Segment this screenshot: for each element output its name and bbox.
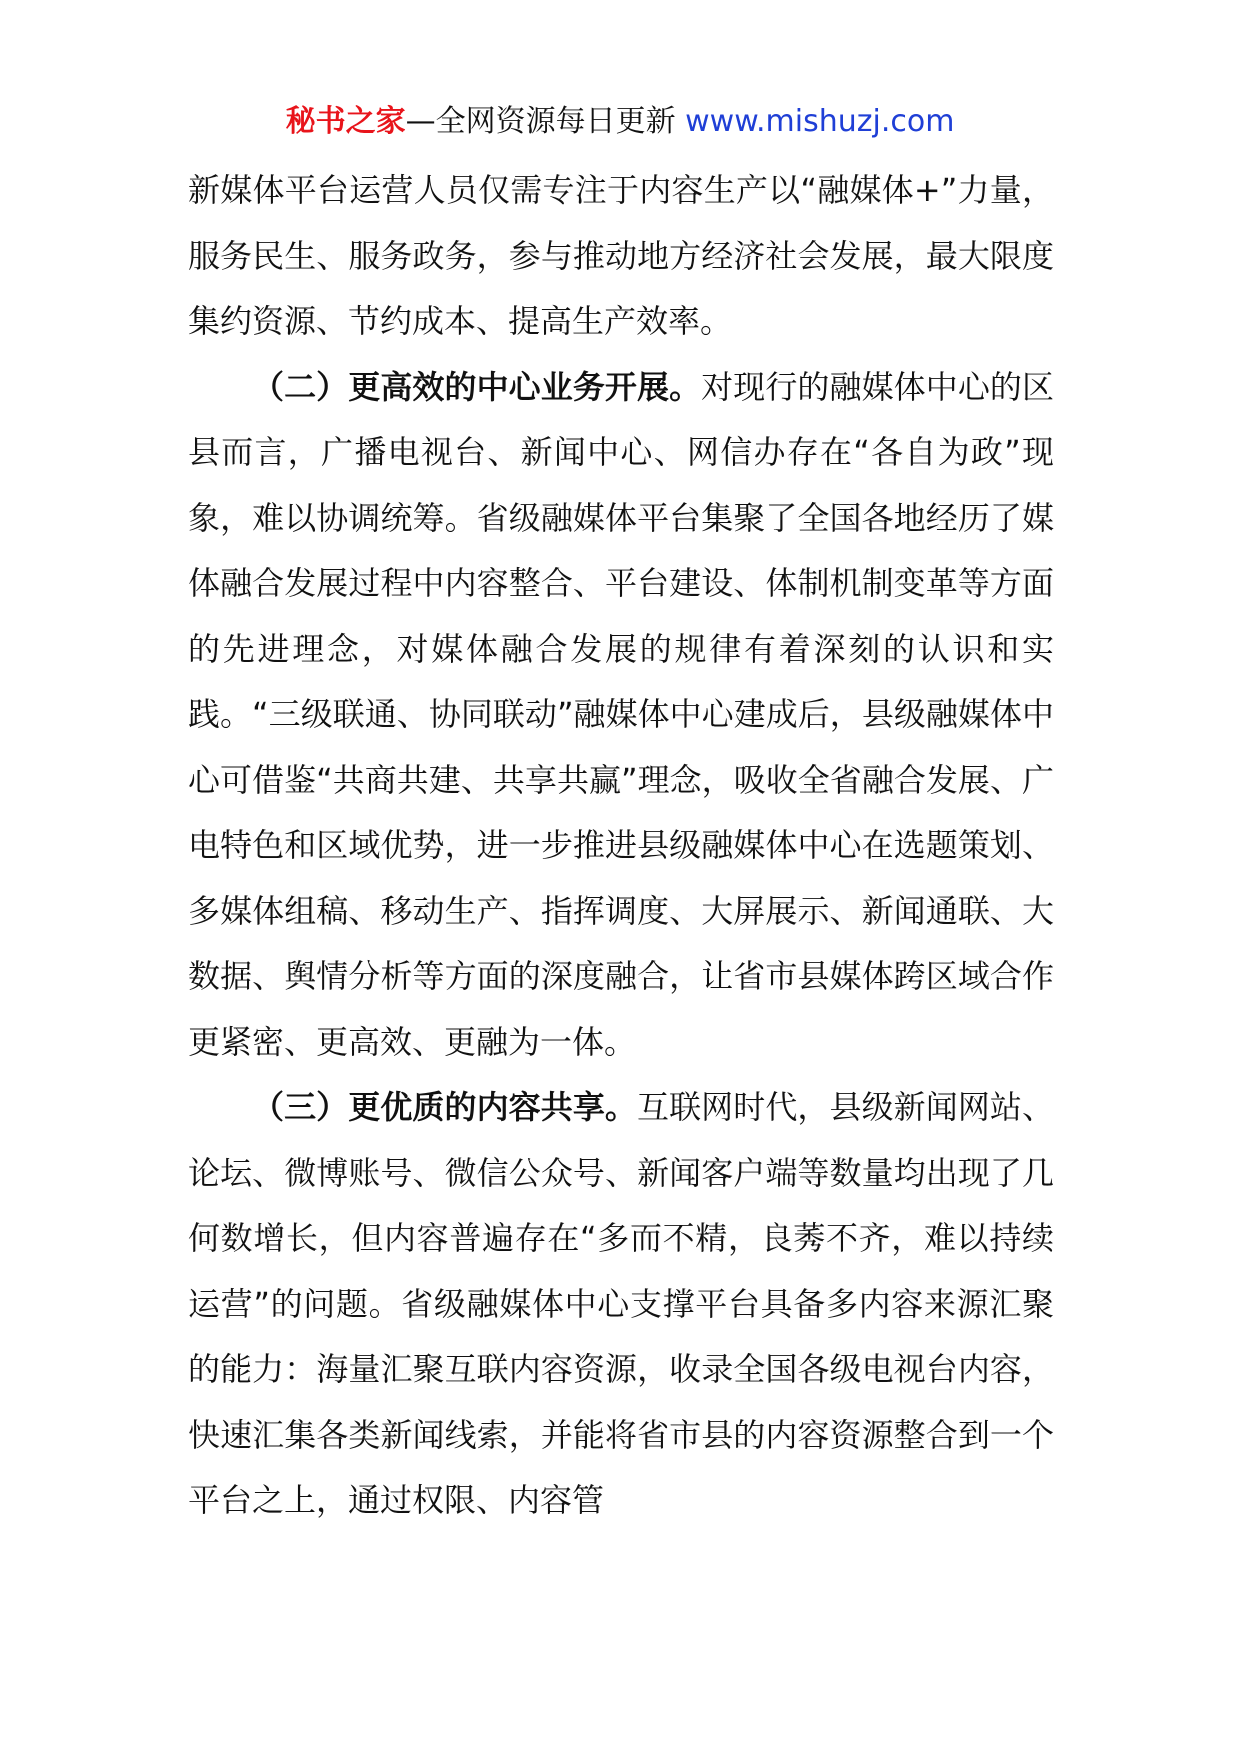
header-url[interactable]: www.mishuzj.com [685,104,955,139]
page-header [0,100,1240,144]
paragraph-text: 对现行的融媒体中心的区县而言，广播电视台、新闻中心、网信办存在“各自为政”现象，难以协调统筹。省级融媒体平台集聚了全国各地经历了媒体融合发展过程中内容整合、平台建设、体制机制变革等方面的先进理念，对媒体融合发展的规律有着深刻的认识和实践。“三级联通、协同联动”融媒体中心建成后，县级融媒体中心可借鉴“共商共建、共享共赢”理念，吸收全省融合发展、广电特色和区域优势，进一步推进县级融媒体中心在选题策划、多媒体组稿、移动生产、指挥调度、大屏展示、新闻通联、大数据、舆情分析等方面的深度融合，让省市县媒体跨区域合作更紧密、更高效、更融为一体。 [188,367,1054,1061]
header-brand: 秘书之家 [285,104,406,139]
document-body [188,158,1054,1534]
paragraph-text: 互联网时代，县级新闻网站、论坛、微博账号、微信公众号、新闻客户端等数量均出现了几何数增长，但内容普遍存在“多而不精，良莠不齐，难以持续运营”的问题。省级融媒体中心支撑平台具备多内容来源汇聚的能力：海量汇聚互联内容资源，收录全国各级电视台内容，快速汇集各类新闻线索，并能将省市县的内容资源整合到一个平台之上，通过权限、内容管 [188,1088,1054,1519]
header-tagline: —全网资源每日更新 [405,104,676,139]
section-heading: （二）更高效的中心业务开展。 [252,367,702,406]
paragraph-continuation [188,158,1054,355]
section-heading: （三）更优质的内容共享。 [252,1088,637,1126]
paragraph-section-2 [188,355,1054,1076]
paragraph-section-3 [188,1075,1054,1534]
paragraph-text: 新媒体平台运营人员仅需专注于内容生产以“融媒体+”力量，服务民生、服务政务，参与推动地方经济社会发展，最大限度集约资源、节约成本、提高生产效率。 [188,171,1054,340]
